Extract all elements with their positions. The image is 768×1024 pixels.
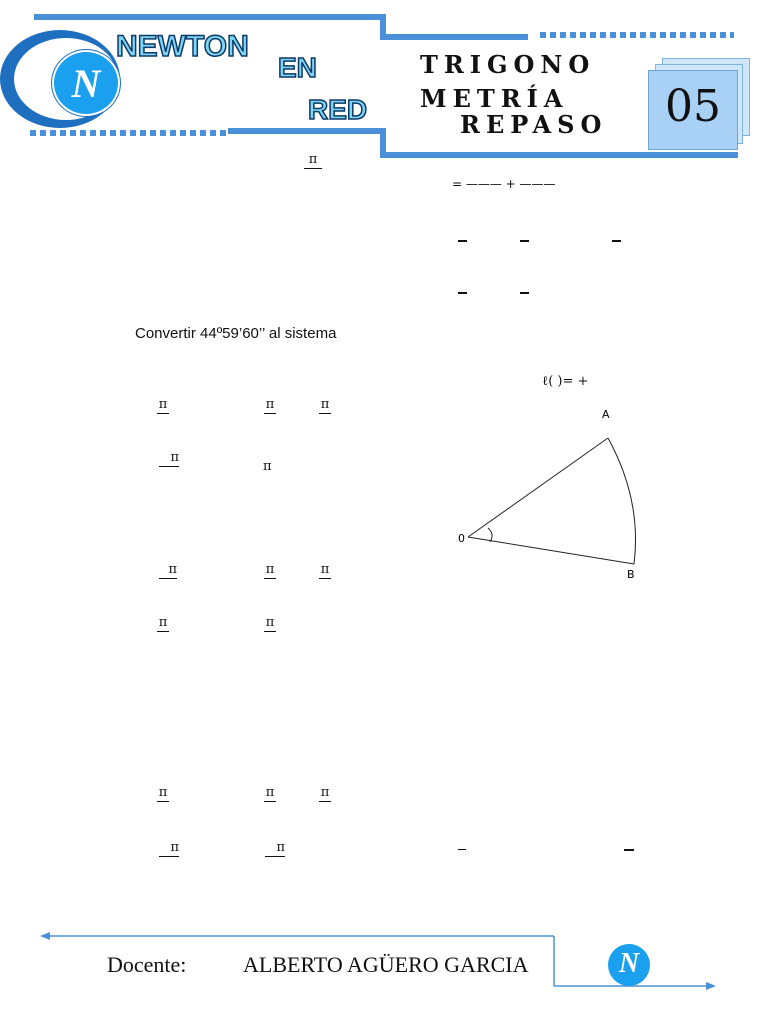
footer-newton-logo-icon — [608, 944, 650, 986]
title-repaso: REPASO — [460, 110, 608, 139]
newton-logo-icon — [52, 50, 120, 116]
minus-sign — [520, 292, 529, 294]
header-bottom-bar — [228, 128, 384, 134]
header-top-bar — [34, 14, 386, 20]
pi-fraction: π — [158, 615, 168, 630]
minus-sign — [458, 240, 467, 242]
teacher-name: ALBERTO AGÜERO GARCIA — [243, 952, 529, 977]
pi-fraction: π — [265, 840, 285, 857]
brand-newton: NEWTON — [116, 30, 249, 63]
pi-fraction: π — [304, 152, 322, 169]
docente-label: Docente: — [107, 952, 187, 977]
pi-fraction: π — [158, 785, 168, 800]
header-right-top-bar — [380, 34, 528, 40]
title-trigono: TRIGONO — [420, 50, 596, 79]
brand-red: RED — [308, 94, 368, 125]
pi-fraction: π — [265, 397, 275, 412]
point-a-label: A — [602, 408, 610, 421]
pi-fraction: π — [320, 562, 330, 577]
minus-sign — [458, 292, 467, 294]
lesson-number-badge — [648, 70, 738, 150]
point-o-label: 0 — [458, 532, 465, 545]
pi-fraction: π — [159, 562, 177, 579]
pi-fraction: π — [159, 450, 179, 467]
pi-fraction: π — [320, 397, 330, 412]
pi-symbol: π — [263, 459, 272, 474]
pi-fraction: π — [265, 785, 275, 800]
problem-statement: Convertir 44º59’60’’ al sistema — [135, 325, 337, 342]
brand-en: EN — [278, 52, 317, 83]
equals-plus-expression: = ——— + ——— — [452, 177, 556, 191]
header-dashed-bottom — [30, 130, 226, 136]
minus-sign — [520, 240, 529, 242]
lesson-number: 05 — [665, 81, 721, 132]
header-right-bottom-bar — [380, 152, 738, 158]
radius-ob — [468, 537, 634, 564]
minus-sign — [458, 849, 466, 850]
sector-arc — [608, 438, 636, 564]
footer-logo-letter: N — [618, 948, 640, 979]
arrow-right-icon — [706, 982, 716, 990]
title-metria: METRÍA — [420, 84, 569, 113]
pi-fraction: π — [265, 562, 275, 577]
pi-fraction: π — [159, 840, 179, 857]
pi-fraction: π — [320, 785, 330, 800]
pi-fraction: π — [158, 397, 168, 412]
minus-sign — [612, 240, 621, 242]
radius-oa — [468, 438, 608, 537]
pi-fraction: π — [265, 615, 275, 630]
point-b-label: B — [627, 568, 635, 581]
circular-sector-diagram — [450, 400, 650, 590]
arrow-left-icon — [40, 932, 50, 940]
logo-letter: N — [71, 61, 101, 106]
arc-length-formula: ℓ( )= + — [542, 374, 589, 389]
header-dashed-top — [540, 32, 734, 38]
minus-sign — [624, 849, 634, 851]
